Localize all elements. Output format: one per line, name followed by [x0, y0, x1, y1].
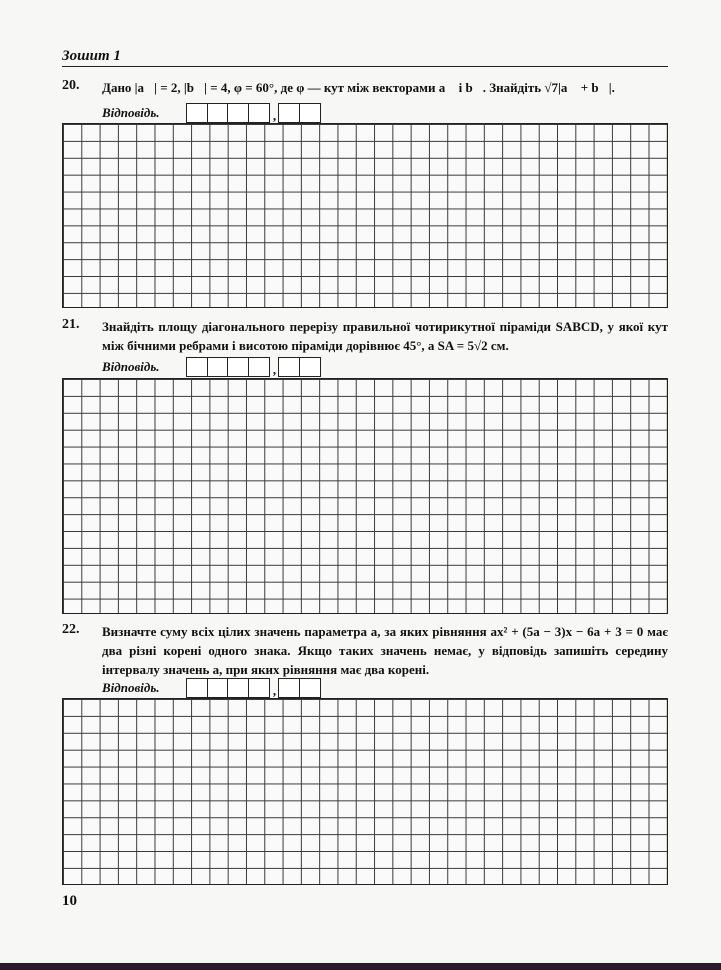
- answer-boxes: [186, 103, 321, 123]
- answer-digit-box[interactable]: [248, 357, 270, 377]
- task-text: Дано |a⃗| = 2, |b⃗| = 4, φ = 60°, де φ — кут між векторами a⃗ і b⃗. Знайдіть √7|a⃗ + b⃗|.: [102, 80, 615, 95]
- answer-digit-box[interactable]: [248, 678, 270, 698]
- task-22: [62, 622, 668, 698]
- decimal-comma: ,: [272, 362, 277, 377]
- answer-digit-box[interactable]: [227, 103, 249, 123]
- answer-digit-box[interactable]: [207, 357, 229, 377]
- answer-digit-box[interactable]: [299, 678, 321, 698]
- page-bottom-edge: [0, 963, 721, 970]
- page-number: 10: [62, 893, 77, 909]
- notebook-header: [62, 46, 668, 67]
- answer-digit-box[interactable]: [186, 678, 208, 698]
- answer-digit-box[interactable]: [278, 357, 300, 377]
- answer-label: Відповідь.: [102, 680, 160, 695]
- answer-digit-box[interactable]: [278, 678, 300, 698]
- answer-label: Відповідь.: [102, 359, 160, 374]
- answer-digit-box[interactable]: [186, 357, 208, 377]
- answer-digit-box[interactable]: [248, 103, 270, 123]
- answer-digit-box[interactable]: [227, 678, 249, 698]
- decimal-comma: ,: [272, 108, 277, 123]
- task-number: 21.: [62, 317, 80, 332]
- task-21: [62, 317, 668, 377]
- answer-digit-box[interactable]: [186, 103, 208, 123]
- answer-digit-box[interactable]: [207, 103, 229, 123]
- answer-digit-box[interactable]: [207, 678, 229, 698]
- task-number: 20.: [62, 78, 80, 93]
- task-text: Знайдіть площу діагонального перерізу правильної чотирикутної піраміди SABCD, у якої кут між бічними ребрами і висотою піраміди дорівнює 45°, а SA = 5√2 см.: [102, 319, 668, 353]
- answer-digit-box[interactable]: [227, 357, 249, 377]
- decimal-comma: ,: [272, 683, 277, 698]
- answer-boxes: [186, 357, 321, 377]
- answer-digit-box[interactable]: [299, 103, 321, 123]
- answer-boxes: [186, 678, 321, 698]
- answer-digit-box[interactable]: [278, 103, 300, 123]
- notebook-title: Зошит 1: [62, 48, 121, 64]
- task-text: Визначте суму всіх цілих значень параметра a, за яких рівняння ax² + (5a − 3)x − 6a + 3 = 0 має два різні корені одного знака. Якщо таких значень немає, у відповідь запишіть середину інтервалу значень a, при яких рівняння має два корені.: [102, 624, 668, 677]
- answer-label: Відповідь.: [102, 105, 160, 120]
- task-20: [62, 78, 668, 124]
- task-number: 22.: [62, 622, 80, 637]
- answer-digit-box[interactable]: [299, 357, 321, 377]
